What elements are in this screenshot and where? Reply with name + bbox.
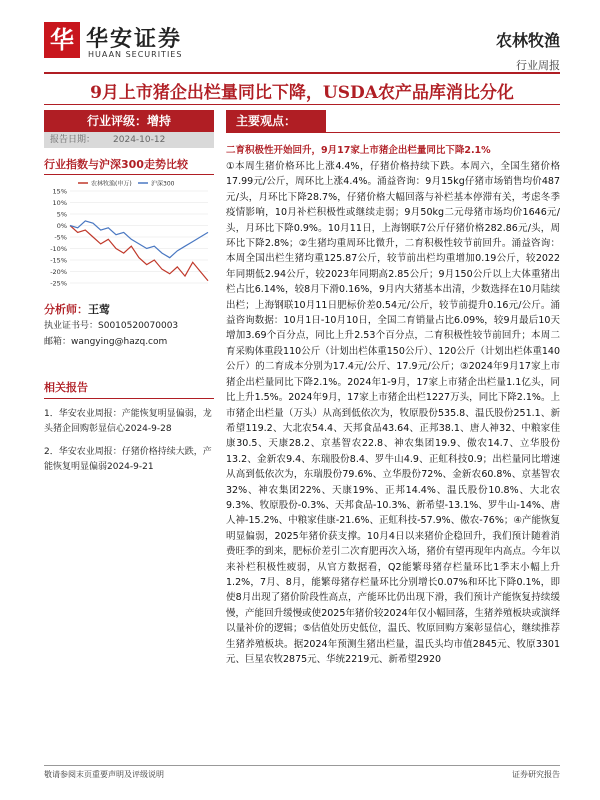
- series-line-1: [70, 226, 208, 281]
- header-divider: [44, 72, 560, 74]
- y-tick-label: 0%: [56, 222, 67, 230]
- main-paragraph: ①本周生猪价格环比上涨4.4%，仔猪价格持续下跌。本周六，全国生猪价格17.99元/公斤，周环比上涨4.4%。涌益咨询：9月15kg仔猪市场销售均价487元/头，月环比下降28.7%，仔猪价格大幅回落与补栏基本停滞有关，考虑冬季疫情影响，10月补栏积极性或继续走弱；9月50kg二元母猪市场均价1646元/头，月环比下降0.9%。10月11日，上海钢联7公斤仔猪价格282.86元/头，周环比下降2.8%；②生猪均重周环比微升，二育积极性较节前回升。涌益咨询：本周全国出栏生猪均重125.87公斤，较节前出栏均重增加0.19公斤，较2022年同期低2.94公斤，较2023年同期高2.85公斤；9月150公斤以上大体重猪出栏占比6.14%，较8月下滑0.16%，9月内大猪基本出清，少数选择在10月陆续出栏；上海钢联10月11日肥标价差0.54元/公斤，较节前提升0.16元/公斤。涌益咨询数据：10月1日-10月10日，全国二育销量占比6.09%，较9月最后10天增加3.69个百分点，同比上升2.53个百分点，二育积极性较节前回升；本周二育采购体重段110公斤（计划出栏体重150公斤）、120公斤（计划出栏体重140公斤）的二育成本分别为17.4元/公斤、17.9元/公斤；③2024年9月17家上市猪企出栏量同比下降2.1%。2024年1-9月，17家上市猪企出栏量1.1亿头，同比上升1.5%。2024年9月，17家上市猪企出栏1227万头，同比下降2.1%。上市猪企出栏量（万头）从高到低依次为，牧原股份535.8、温氏股份251.1、新希望119.2、大北农54.4、天邦食品43.64、正邦38.1、唐人神32、中粮家佳康30.5、天康28.2、京基智农22.8、神农集团19.9、傲农14.7、立华股份13.2、金新农9.4、东瑞股份8.4、罗牛山4.9、正虹科技0.9；出栏量同比增速从高到低依次为，东瑞股份79.6%、立华股份72%、金新农60.8%、京基智农32%、神农集团22%、天康19%、正邦14.4%、温氏股份10.8%、大北农9.3%、牧原股份-0.3%、天邦食品-10.3%、新希望-13.1%、罗牛山-14%、唐人神-15.2%、中粮家佳康-21.6%、正虹科技-57.9%、傲农-76%；④产能恢复明显偏弱，2025年猪价获支撑。10月4日以来猪价企稳回升，我们预计随着消费旺季的到来，肥标价差引二次育肥再次入场，猪价有望再现年内高点。今年以来补栏积极性疲弱，从官方数据看，Q2能繁母猪存栏量环比1季末小幅上升1.2%，7月、8月，能繁母猪存栏量环比分别增长0.07%和环比下降0.1%，即使8月出现了猪价阶段性高点，产能环比仍出现下滑，我们预计产能恢复持续缓慢，产能回升缓慢或使2025年猪价较2024年仅小幅回落，生猪养殖板块或演绎以量补价的逻辑；⑤估值处历史低位，温氏、牧原回购方案彰显信心，继续推荐生猪养殖板块。据2024年预测生猪出栏量，温氏头均市值2845元、牧原3301元、巨星农牧2875元、华统2219元、新希望2920: [226, 161, 560, 665]
- license-number: 执业证书号：S0010520070003: [44, 321, 179, 331]
- brand-name-cn: 华安证券: [86, 26, 183, 52]
- analyst-name: 王莺: [88, 303, 110, 316]
- legend-label-2: 沪深300: [151, 180, 175, 188]
- report-type-label: 行业周报: [516, 59, 560, 72]
- page-title: 9月上市猪企出栏量同比下降，USDA农产品库消比分化: [90, 83, 514, 103]
- y-tick-label: -10%: [50, 245, 67, 253]
- brand-name-en: HUAAN SECURITIES: [88, 50, 183, 59]
- report-date: [44, 132, 214, 148]
- chart-svg: [44, 177, 214, 289]
- footer-report-label: 证券研究报告: [512, 770, 560, 779]
- report-date-value: 2024-10-12: [113, 135, 166, 145]
- main-points-title: 主要观点：: [226, 110, 326, 132]
- related-reports-title: 相关报告: [44, 379, 214, 399]
- y-tick-label: -15%: [50, 256, 67, 265]
- main-subheading: 二育积极性开始回升，9月17家上市猪企出栏量同比下降2.1%: [226, 145, 491, 156]
- y-tick-label: 5%: [56, 210, 67, 219]
- footer-divider: [44, 765, 560, 766]
- footer-disclaimer: 敬请参阅末页重要声明及评级说明: [44, 770, 164, 779]
- analyst-label: 分析师：: [44, 303, 88, 316]
- industry-rating: 行业评级：增持: [44, 110, 214, 132]
- y-tick-label: -5%: [54, 233, 67, 242]
- title-divider: [44, 104, 560, 105]
- report-meta: [496, 28, 560, 73]
- legend-label-1: 农林牧渔(申万): [91, 180, 132, 188]
- related-report-2[interactable]: 2．华安农业周报：仔猪价格持续大跌，产能恢复明显偏弱2024-9-21: [44, 447, 212, 472]
- analyst-email: 邮箱：wangying@hazq.com: [44, 337, 168, 347]
- series-line-2: [70, 221, 208, 258]
- sector-label: 农林牧渔: [495, 31, 560, 50]
- chart-title: 行业指数与沪深300走势比较: [44, 156, 214, 175]
- y-tick-label: -20%: [50, 268, 67, 276]
- main-points-divider: [226, 132, 560, 133]
- brand-logo-mark: 华: [44, 22, 80, 58]
- y-tick-label: 15%: [52, 187, 67, 196]
- analyst: [44, 301, 214, 317]
- related-report-1[interactable]: 1．华安农业周报：产能恢复明显偏弱，龙头猪企回购彰显信心2024-9-28: [44, 409, 212, 434]
- y-tick-label: 10%: [52, 199, 67, 207]
- index-comparison-chart: [44, 177, 214, 289]
- sidebar: [44, 110, 214, 475]
- report-date-label: 报告日期：: [50, 135, 96, 145]
- y-tick-label: -25%: [50, 279, 67, 288]
- main-content: [226, 110, 560, 667]
